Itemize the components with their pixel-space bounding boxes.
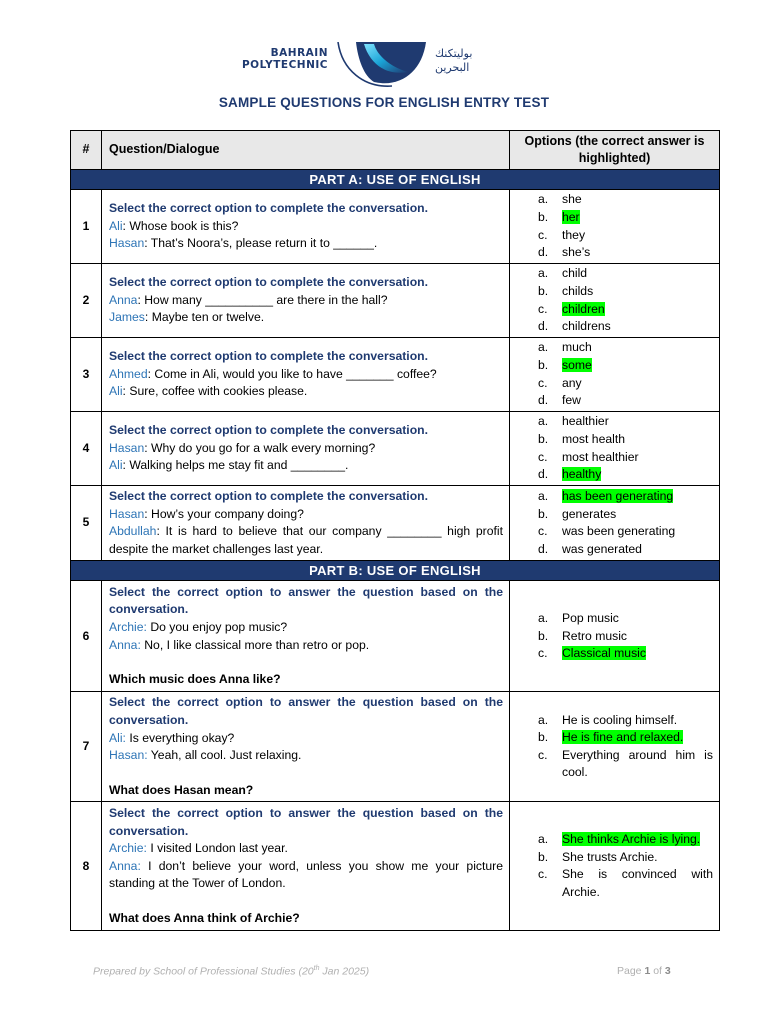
option-text: generates xyxy=(562,506,617,521)
speaker-separator: : xyxy=(137,292,145,307)
logo-emblem-icon xyxy=(334,42,429,92)
options-list xyxy=(510,191,713,261)
correct-option xyxy=(510,357,713,375)
option-text: has been generating xyxy=(562,489,674,503)
question-instruction: Select the correct option to complete the conversation. xyxy=(109,349,428,364)
dialogue-text: Maybe ten or twelve. xyxy=(151,310,265,325)
dialogue-line xyxy=(109,383,503,401)
correct-option xyxy=(510,466,713,484)
question-number: 2 xyxy=(71,264,102,338)
option-item xyxy=(510,318,713,336)
page-indicator xyxy=(617,965,671,977)
answer-options xyxy=(510,338,720,412)
option-text: child xyxy=(562,266,588,281)
option-letter: b. xyxy=(538,431,549,446)
question-dialogue xyxy=(102,581,510,692)
speaker-name: Hasan: xyxy=(109,748,148,763)
speaker-name: Hasan xyxy=(109,236,145,251)
option-item xyxy=(510,244,713,262)
spacer xyxy=(109,654,503,671)
correct-option xyxy=(510,645,713,663)
speaker-name: Ali xyxy=(109,384,123,399)
question-number: 1 xyxy=(71,190,102,264)
dialogue-text: I don’t believe your word, unless you show me your picture standing at the Tower of London. xyxy=(109,858,504,891)
option-text: children xyxy=(562,301,605,316)
question-dialogue xyxy=(102,190,510,264)
option-letter: a. xyxy=(538,712,549,727)
dialogue-line xyxy=(109,730,503,748)
answer-options xyxy=(510,692,720,802)
document-title: SAMPLE QUESTIONS FOR ENGLISH ENTRY TEST xyxy=(218,95,550,110)
question-row xyxy=(71,581,720,692)
option-letter: a. xyxy=(538,832,549,847)
option-letter: a. xyxy=(538,610,549,625)
prepared-by-note xyxy=(93,965,369,978)
option-item xyxy=(510,339,713,357)
correct-option xyxy=(510,729,713,747)
logo-ar-line-2: البحرين xyxy=(435,61,470,74)
option-letter: a. xyxy=(538,489,549,503)
option-letter: a. xyxy=(538,340,549,355)
col-header-options: Options (the correct answer is highlighted) xyxy=(510,131,720,170)
dialogue-line xyxy=(109,858,503,893)
correct-option xyxy=(510,488,713,506)
questions-table xyxy=(70,130,720,931)
option-item xyxy=(510,227,713,245)
spacer xyxy=(109,765,503,782)
option-item xyxy=(510,191,713,209)
option-text: her xyxy=(562,209,580,224)
dialogue-line xyxy=(109,235,503,253)
part-b-title: PART B: USE OF ENGLISH xyxy=(71,561,720,581)
dialogue-text: Is everything okay? xyxy=(129,730,235,745)
option-letter: c. xyxy=(538,449,548,464)
option-item xyxy=(510,747,713,782)
speaker-name: Abdullah xyxy=(109,524,157,539)
options-list xyxy=(510,831,713,901)
option-letter: b. xyxy=(538,849,549,864)
page-of: of xyxy=(650,965,665,977)
speaker-name: Hasan xyxy=(109,440,145,455)
col-header-number: # xyxy=(71,131,102,170)
speaker-name: Anna xyxy=(109,292,138,307)
option-letter: c. xyxy=(538,747,548,762)
options-list xyxy=(510,712,713,782)
question-number: 5 xyxy=(71,486,102,561)
question-dialogue xyxy=(102,692,510,802)
question-dialogue xyxy=(102,802,510,931)
question-instruction: Select the correct option to answer the question based on the conversation. xyxy=(109,584,503,617)
question-instruction: Select the correct option to complete the conversation. xyxy=(109,423,428,438)
dialogue-line xyxy=(109,637,503,655)
correct-option xyxy=(510,831,713,849)
option-text: She is convinced with Archie. xyxy=(562,867,713,899)
option-text: any xyxy=(562,375,582,390)
option-text: He is cooling himself. xyxy=(562,712,678,727)
option-letter: b. xyxy=(538,628,549,643)
option-item xyxy=(510,431,713,449)
option-text: was generated xyxy=(562,541,642,556)
prepared-sup: th xyxy=(313,965,320,972)
answer-options xyxy=(510,802,720,931)
speaker-name: Archie: xyxy=(109,841,147,856)
dialogue-line xyxy=(109,747,503,765)
dialogue-text: Why do you go for a walk every morning? xyxy=(151,440,376,455)
option-text: Retro music xyxy=(562,628,628,643)
answer-options xyxy=(510,581,720,692)
speaker-separator: : xyxy=(122,384,130,399)
comprehension-question: What does Anna think of Archie? xyxy=(109,911,300,926)
option-text: most health xyxy=(562,431,626,446)
option-letter: b. xyxy=(538,506,549,521)
option-text: Pop music xyxy=(562,610,619,625)
question-instruction: Select the correct option to complete the conversation. xyxy=(109,275,428,290)
dialogue-text: Sure, coffee with cookies please. xyxy=(129,384,308,399)
dialogue-text: How many __________ are there in the hall? xyxy=(144,292,388,307)
speaker-name: Anna: xyxy=(109,637,141,652)
question-dialogue xyxy=(102,412,510,486)
logo-english-text xyxy=(230,47,328,71)
option-text: childrens xyxy=(562,319,611,334)
speaker-name: Ali xyxy=(109,218,123,233)
dialogue-line xyxy=(109,309,503,327)
option-text: she’s xyxy=(562,245,591,260)
speaker-separator: : xyxy=(122,218,130,233)
option-item xyxy=(510,413,713,431)
option-item xyxy=(510,283,713,301)
part-b-body xyxy=(71,561,720,931)
logo-ar-line-1: بوليتكنك xyxy=(435,47,473,60)
option-letter: c. xyxy=(538,524,548,539)
dialogue-line xyxy=(109,218,503,236)
speaker-name: Archie: xyxy=(109,620,147,635)
option-text: She thinks Archie is lying. xyxy=(562,832,701,847)
speaker-name: Hasan xyxy=(109,506,145,521)
part-b-banner xyxy=(71,561,720,581)
logo-en-line-1: BAHRAIN xyxy=(270,47,328,59)
option-letter: d. xyxy=(538,541,549,556)
speaker-separator: : xyxy=(144,506,152,521)
option-item xyxy=(510,375,713,393)
correct-option xyxy=(510,209,713,227)
option-text: He is fine and relaxed. xyxy=(562,730,684,745)
option-text: healthier xyxy=(562,414,609,429)
option-item xyxy=(510,541,713,559)
option-letter: d. xyxy=(538,467,549,482)
option-letter: c. xyxy=(538,301,548,316)
prepared-date: Jan 2025) xyxy=(319,965,370,978)
dialogue-line xyxy=(109,506,503,524)
options-list xyxy=(510,339,713,409)
speaker-name: James xyxy=(109,310,145,325)
options-list xyxy=(510,610,713,663)
option-item xyxy=(510,506,713,524)
option-letter: c. xyxy=(538,646,548,661)
col-header-question: Question/Dialogue xyxy=(102,131,510,170)
question-instruction: Select the correct option to complete the conversation. xyxy=(109,201,428,216)
option-text: healthy xyxy=(562,467,602,482)
comprehension-question: What does Hasan mean? xyxy=(109,782,254,797)
question-row xyxy=(71,338,720,412)
speaker-separator: : xyxy=(156,524,166,539)
dialogue-line xyxy=(109,366,503,384)
options-list xyxy=(510,413,713,483)
page-number: 1 xyxy=(644,965,651,977)
dialogue-line xyxy=(109,840,503,858)
dialogue-text: Walking helps me stay fit and ________. xyxy=(129,458,349,473)
option-letter: b. xyxy=(538,283,549,298)
speaker-separator: : xyxy=(144,236,151,251)
speaker-name: Ahmed xyxy=(109,366,148,381)
option-text: She trusts Archie. xyxy=(562,849,658,864)
option-text: she xyxy=(562,192,582,207)
option-text: Classical music xyxy=(562,646,646,661)
question-dialogue xyxy=(102,486,510,561)
question-number: 6 xyxy=(71,581,102,692)
correct-option xyxy=(510,301,713,319)
dialogue-text: Do you enjoy pop music? xyxy=(150,620,288,635)
option-letter: b. xyxy=(538,357,549,372)
question-row xyxy=(71,486,720,561)
option-letter: d. xyxy=(538,393,549,408)
option-item xyxy=(510,628,713,646)
option-text: few xyxy=(562,393,581,408)
option-item xyxy=(510,392,713,410)
dialogue-text: It is hard to believe that our company ________ high profit despite the market challenges last year. xyxy=(109,524,503,556)
dialogue-text: Yeah, all cool. Just relaxing. xyxy=(150,748,302,763)
option-item xyxy=(510,449,713,467)
part-a-body xyxy=(71,170,720,561)
speaker-separator: : xyxy=(144,310,152,325)
answer-options xyxy=(510,264,720,338)
question-dialogue xyxy=(102,338,510,412)
spacer xyxy=(109,893,503,910)
dialogue-text: I visited London last year. xyxy=(150,841,288,856)
question-row xyxy=(71,692,720,802)
dialogue-line xyxy=(109,457,503,475)
dialogue-text: No, I like classical more than retro or pop. xyxy=(144,637,370,652)
question-row xyxy=(71,412,720,486)
page-total: 3 xyxy=(664,965,671,977)
option-letter: b. xyxy=(538,209,549,224)
speaker-name: Anna: xyxy=(109,858,141,873)
option-letter: a. xyxy=(538,414,549,429)
option-letter: d. xyxy=(538,245,549,260)
option-text: some xyxy=(562,357,592,372)
option-letter: b. xyxy=(538,730,549,745)
speaker-separator: : xyxy=(144,440,152,455)
speaker-separator: : xyxy=(147,366,155,381)
dialogue-line xyxy=(109,523,503,558)
question-instruction: Select the correct option to answer the question based on the conversation. xyxy=(109,695,503,727)
question-number: 7 xyxy=(71,692,102,802)
option-letter: c. xyxy=(538,375,548,390)
logo-en-line-2: POLYTECHNIC xyxy=(241,59,328,71)
option-text: Everything around him is cool. xyxy=(562,747,713,780)
dialogue-text: Whose book is this? xyxy=(129,218,239,233)
question-row xyxy=(71,264,720,338)
dialogue-line xyxy=(109,440,503,458)
institution-logo xyxy=(230,44,570,96)
page-word: Page xyxy=(617,965,645,977)
option-item xyxy=(510,610,713,628)
option-letter: c. xyxy=(538,227,548,242)
question-instruction: Select the correct option to answer the question based on the conversation. xyxy=(109,806,503,838)
question-row xyxy=(71,190,720,264)
option-text: was been generating xyxy=(562,524,676,539)
question-number: 3 xyxy=(71,338,102,412)
option-item xyxy=(510,523,713,541)
dialogue-line xyxy=(109,619,503,637)
question-number: 8 xyxy=(71,802,102,931)
option-text: most healthier xyxy=(562,449,639,464)
answer-options xyxy=(510,190,720,264)
options-list xyxy=(510,488,713,558)
question-instruction: Select the correct option to complete the conversation. xyxy=(109,489,428,503)
option-letter: a. xyxy=(538,266,549,281)
question-number: 4 xyxy=(71,412,102,486)
option-letter: d. xyxy=(538,319,549,334)
option-text: childs xyxy=(562,283,594,298)
question-dialogue xyxy=(102,264,510,338)
table-header-row xyxy=(71,131,720,170)
question-row xyxy=(71,802,720,931)
part-a-title: PART A: USE OF ENGLISH xyxy=(71,170,720,190)
option-text: much xyxy=(562,340,592,355)
dialogue-text: How’s your company doing? xyxy=(151,506,304,521)
option-item xyxy=(510,866,713,901)
dialogue-line xyxy=(109,292,503,310)
part-a-banner xyxy=(71,170,720,190)
option-item xyxy=(510,265,713,283)
option-item xyxy=(510,849,713,867)
option-text: they xyxy=(562,227,586,242)
option-item xyxy=(510,712,713,730)
prepared-text: Prepared by School of Professional Studies (20 xyxy=(93,965,314,978)
answer-options xyxy=(510,486,720,561)
speaker-name: Ali xyxy=(109,458,123,473)
speaker-separator: : xyxy=(122,458,130,473)
options-list xyxy=(510,265,713,335)
dialogue-text: That’s Noora’s, please return it to ______. xyxy=(150,236,378,251)
logo-arabic-text xyxy=(435,47,545,75)
comprehension-question: Which music does Anna like? xyxy=(109,672,281,687)
dialogue-text: Come in Ali, would you like to have _______ coffee? xyxy=(154,366,437,381)
option-letter: c. xyxy=(538,867,548,882)
answer-options xyxy=(510,412,720,486)
option-letter: a. xyxy=(538,192,549,207)
speaker-name: Ali: xyxy=(109,730,126,745)
